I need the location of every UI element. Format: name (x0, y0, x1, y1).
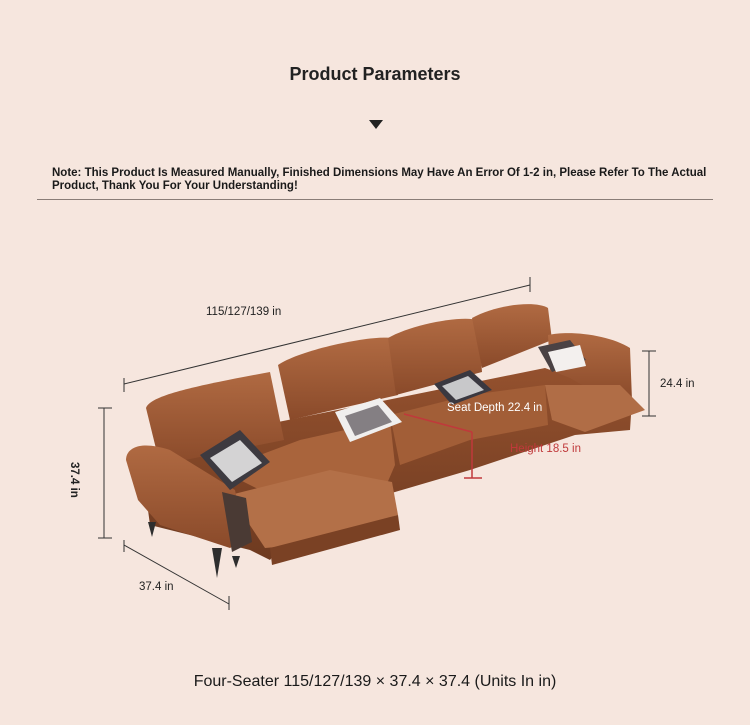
arm-height-dimension-line (642, 351, 656, 416)
page-title: Product Parameters (289, 64, 461, 84)
height-dimension-line (98, 408, 112, 538)
height-label: 37.4 in (68, 462, 80, 498)
product-caption: Four-Seater 115/127/139 × 37.4 × 37.4 (Units In in) (193, 673, 557, 690)
measurement-note: Note: This Product Is Measured Manually, Finished Dimensions May Have An Error Of 1-2 in, Please Refer To The Actual Product, Thank You For Your Understanding! (52, 167, 707, 192)
length-label: 115/127/139 in (206, 306, 282, 318)
seat-height-label: Height 18.5 in (510, 443, 581, 455)
depth-label: 37.4 in (139, 581, 174, 593)
seat-depth-label: Seat Depth 22.4 in (447, 402, 543, 414)
arm-height-label: 24.4 in (660, 378, 695, 390)
